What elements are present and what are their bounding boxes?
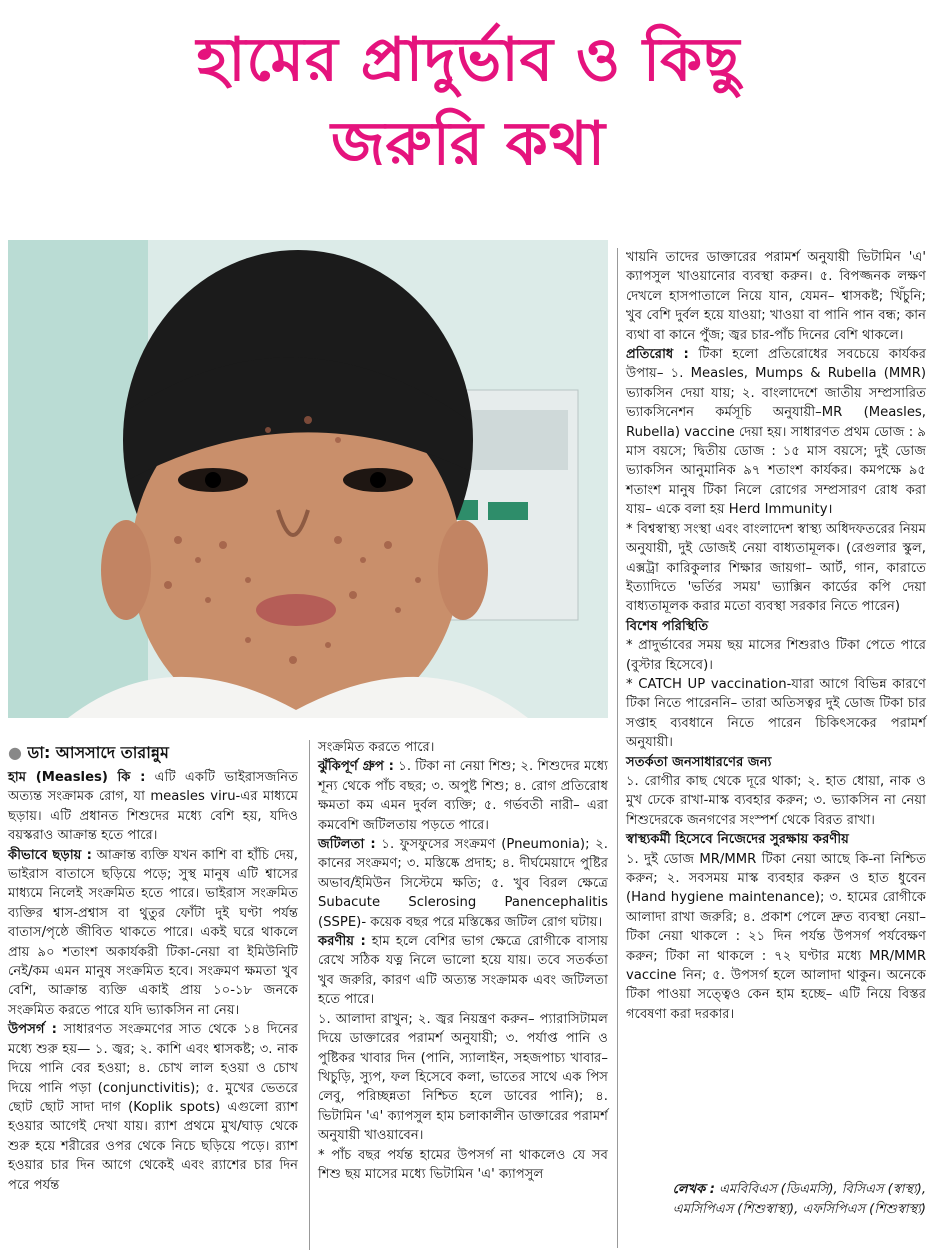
text-complications: ১. ফুসফুসের সংক্রমণ (Pneumonia); ২. কানের সংক্রমণ; ৩. মস্তিষ্কে প্রদাহ; ৪. দীর্ঘমেয়াদে পুষ্টির অভাব/ইমিউন সিস্টেমে ক্ষতি; ৫. খুব বিরল ক্ষেত্রে Subacute Sclerosing Panencephalitis (SSPE)- কয়েক বছর পরে মস্তিষ্কের জটিল রোগ ঘটায়। bbox=[318, 837, 608, 930]
text-prevention: টিকা হলো প্রতিরোধের সবচেয়ে কার্যকর উপায়– ১. Measles, Mumps & Rubella (MMR) ভ্যাকসিন দেয়া যায়; ২. বাংলাদেশে জাতীয় সম্প্রসারিত ভ্যাকসিনেশন কর্মসূচি অনুযায়ী–MR (Measles, Rubella) vaccine দেয়া হয়। সাধারণত প্রথম ডোজ : ৯ মাস বয়সে; দ্বিতীয় ডোজ : ১৫ মাস বয়সে; দুই ডোজ ভ্যাকসিন আনুমানিক ৯৭ শতাংশ কার্যকর। কমপক্ষে ৯৫ শতাংশ মানুষ টিকা নিলে রোগের সম্প্রসারণ রোধ করা যায়– একে বলা হয় Herd Immunity। bbox=[626, 347, 926, 518]
heading-health-worker: স্বাস্থ্যকর্মী হিসেবে নিজেদের সুরক্ষায় করণীয় bbox=[626, 832, 849, 848]
paragraph-what-to-do bbox=[318, 932, 608, 1010]
text-what-is-measles: এটি একটি ভাইরাসজনিত অত্যন্ত সংক্রামক রোগ, যা measles viru-এর মাধ্যমে ছড়ায়। এটি প্রধানত শিশুদের মধ্যে বেশি হয়, যদিও বয়স্করাও আক্রান্ত হতে পারে। bbox=[8, 770, 298, 844]
heading-public-caution: সতর্কতা জনসাধারণের জন্য bbox=[626, 754, 772, 770]
paragraph-risk-groups bbox=[318, 757, 608, 835]
credentials-text: এমবিবিএস (ডিএমসি), বিসিএস (স্বাস্থ্য), এমসিপিএস (শিশুস্বাস্থ্য), এফসিপিএস (শিশুস্বাস্থ্য) bbox=[672, 1182, 926, 1217]
headline bbox=[0, 18, 937, 186]
text-care-steps: ১. আলাদা রাখুন; ২. জ্বর নিয়ন্ত্রণ করুন– প্যারাসিটামল দিয়ে ডাক্তারের পরামর্শ অনুযায়ী; ৩. পর্যাপ্ত পানি ও পুষ্টিকর খাবার দিন (পানি, স্যালাইন, সহজপাচ্য খাবার– খিচুড়ি, স্যুপ, ফল হিসেবে কলা, ভাতের সাথে এক পিস লেবু, পরিচ্ছন্নতা নিশ্চিত হলে ডাবের পানি); ৪. ভিটামিন 'এ' ক্যাপসুল হাম চলাকালীন ডাক্তারের পরামর্শ অনুযায়ী খাওয়াবেন। bbox=[318, 1011, 608, 1144]
text-symptoms: সাধারণত সংক্রমণের সাত থেকে ১৪ দিনের মধ্যে শুরু হয়— ১. জ্বর; ২. কাশি এবং শ্বাসকষ্ট; ৩. নাক দিয়ে পানি বের হওয়া; ৪. চোখ লাল হওয়া ও চোখ দিয়ে পানি পড়া (conjunctivitis); ৫. মুখের ভেতরে ছোট ছোট সাদা দাগ (Koplik spots) এগুলো র‍্যাশ হওয়ার আগেই দেখা যায়। র‍্যাশ প্রথমে মুখ/ঘাড় থেকে শুরু হয়ে শরীরের ওপর থেকে নিচে ছড়িয়ে পড়ে। র‍্যাশ হওয়ার চার দিন আগে থেকেই এবং র‍্যাশের চার দিন পরে পর্যন্ত bbox=[8, 1022, 299, 1193]
column-divider bbox=[617, 248, 618, 1248]
text-what-to-do: হাম হলে বেশির ভাগ ক্ষেত্রে রোগীকে বাসায় রেখে সঠিক যত্ন নিলে ভালো হয়ে যায়। তবে সতর্কতা খুব জরুরি, কারণ এটি অত্যন্ত সংক্রামক এবং জটিলতা হতে পারে। bbox=[318, 934, 608, 1008]
text-risk-groups: ১. টিকা না নেয়া শিশু; ২. শিশুদের মধ্যে শূন্য থেকে পাঁচ বছর; ৩. অপুষ্ট শিশু; ৪. রোগ প্রতিরোধ ক্ষমতা কম এমন দুর্বল ব্যক্তি; ৫. গর্ভবতী নারী– এরা কমবেশি জটিলতায় পড়তে পারে। bbox=[318, 759, 608, 833]
headline-line-1: হামের প্রাদুর্ভাব ও কিছু bbox=[196, 25, 741, 95]
heading-risk-groups: ঝুঁকিপূর্ণ গ্রুপ : bbox=[318, 759, 394, 775]
text-catch-up: * CATCH UP vaccination-যারা আগে বিভিন্ন কারণে টিকা নিতে পারেননি– তারা অতিসত্বর দুই ডোজ টিকা চার সপ্তাহ ব্যবধানে নিতে পারেন চিকিৎসকের পরামর্শ অনুযায়ী। bbox=[626, 676, 926, 751]
heading-prevention: প্রতিরোধ : bbox=[626, 347, 689, 363]
heading-complications: জটিলতা : bbox=[318, 837, 376, 853]
author-name: ডা: আসসাদে তারান্নুম bbox=[27, 743, 169, 762]
heading-how-it-spreads: কীভাবে ছড়ায় : bbox=[8, 847, 92, 863]
paragraph-what-is-measles bbox=[8, 768, 298, 846]
paragraph-symptoms bbox=[8, 1020, 298, 1195]
text-continuation: সংক্রমিত করতে পারে। bbox=[318, 740, 435, 755]
text-public-caution: ১. রোগীর কাছ থেকে দূরে থাকা; ২. হাত ধোয়া, নাক ও মুখ ঢেকে রাখা-মাস্ক ব্যবহার করুন; ৩. ভ্যাকসিন না নেয়া শিশুদেরকে জনগণের সংস্পর্শ থেকে বিরত রাখা। bbox=[626, 773, 926, 828]
author-byline bbox=[8, 740, 169, 767]
heading-special-situation: বিশেষ পরিস্থিতি bbox=[626, 618, 709, 634]
paragraph-prevention bbox=[626, 345, 926, 520]
headline-line-2: জরুরি কথা bbox=[330, 109, 606, 179]
heading-symptoms: উপসর্গ : bbox=[8, 1022, 57, 1038]
article-column-2 bbox=[318, 738, 608, 1184]
article-column-3 bbox=[626, 248, 926, 1024]
text-outbreak-infants: * প্রাদুর্ভাবের সময় ছয় মাসের শিশুরাও টিকা পেতে পারে (বুস্টার হিসেবে)। bbox=[626, 638, 926, 673]
text-vitamin-note: * পাঁচ বছর পর্যন্ত হামের উপসর্গ না থাকলেও যে সব শিশু ছয় মাসের মধ্যে ভিটামিন 'এ' ক্যাপসুল bbox=[318, 1147, 608, 1182]
heading-what-is-measles: হাম (Measles) কি : bbox=[8, 770, 146, 785]
article-column-1 bbox=[8, 768, 298, 1195]
text-vitamin-continuation: খায়নি তাদের ডাক্তারের পরামর্শ অনুযায়ী ভিটামিন 'এ' ক্যাপসুল খাওয়ানোর ব্যবস্থা করুন। ৫. বিপজ্জনক লক্ষণ দেখলে হাসপাতালে নিয়ে যান, যেমন– শ্বাসকষ্ট; খিঁচুনি; খুব বেশি দুর্বল হয়ে যাওয়া; খাওয়া বা পানি পান বন্ধ; কান ব্যথা বা কানে পুঁজ; জ্বর চার-পাঁচ দিনের বেশি থাকলে। bbox=[626, 250, 926, 343]
column-divider bbox=[309, 740, 310, 1250]
text-how-it-spreads: আক্রান্ত ব্যক্তি যখন কাশি বা হাঁচি দেয়, ভাইরাস বাতাসে ছড়িয়ে পড়ে; সুস্থ মানুষ এটি শ্বাসের মাধ্যমে নিলেই সংক্রমিত হতে পারে। ভাইরাস সংক্রমিত ব্যক্তির শ্বাস-প্রশ্বাস বা থুতুর ফোঁটা দুই ঘণ্টা পর্যন্ত বাতাস/পৃষ্ঠে জীবিত থাকতে পারে। একই ঘরে থাকলে প্রায় ৯০ শতাংশ অকার্যকরী টিকা-নেয়া বা ইমিউনিটি নেই/কম এমন মানুষ সংক্রমিত হবে। সংক্রমণ ক্ষমতা খুব বেশি, আক্রান্ত ব্যক্তি একাই প্রায় ১০-১৮ জনকে সংক্রমিত করতে পারে যদি ভ্যাকসিন না নেয়। bbox=[8, 847, 298, 1018]
author-credentials bbox=[626, 1180, 926, 1220]
paragraph-complications bbox=[318, 835, 608, 932]
text-who-rule: * বিশ্বস্বাস্থ্য সংস্থা এবং বাংলাদেশ স্বাস্থ্য অধিদফতরের নিয়ম অনুযায়ী, দুই ডোজই নেয়া বাধ্যতামূলক। (রেগুলার স্কুল, এক্সট্রা কারিকুলার শিক্ষার জায়গা– আর্ট, গান, কারাতে ইত্যাদিতে 'ভর্তির সময়' ভ্যাক্সিন কার্ডের কপি দেয়া বাধ্যতামূলক করার মতো ব্যবস্থা সরকার নিতে পারেন) bbox=[626, 521, 926, 615]
credentials-label: লেখক : bbox=[672, 1182, 715, 1197]
heading-what-to-do: করণীয় : bbox=[318, 934, 366, 950]
child-measles-photo bbox=[8, 240, 608, 718]
text-health-worker: ১. দুই ডোজ MR/MMR টিকা নেয়া আছে কি-না নিশ্চিত করুন; ২. সবসময় মাস্ক ব্যবহার করুন ও হাত ধুবেন (Hand hygiene maintenance); ৩. হামের রোগীকে আলাদা রাখা জরুরি; ৪. প্রকাশ পেলে দ্রুত ব্যবস্থা নেয়া– টিকা নেয়া থাকলে : ২১ দিন পর্যন্ত উপসর্গ পর্যবেক্ষণ করুন; টিকা না থাকলে : ৭২ ঘণ্টার মধ্যে MR/MMR vaccine নিন; ৫. উপসর্গ হলে আলাদা থাকুন। অনেকে টিকা পাওয়া সত্ত্বেও কেন হাম হচ্ছে– এটি নিয়ে বিস্তর গবেষণা করা দরকার। bbox=[626, 851, 926, 1022]
child-photo-illustration bbox=[8, 240, 608, 718]
paragraph-how-it-spreads bbox=[8, 846, 298, 1021]
bullet-icon: ● bbox=[8, 743, 22, 762]
